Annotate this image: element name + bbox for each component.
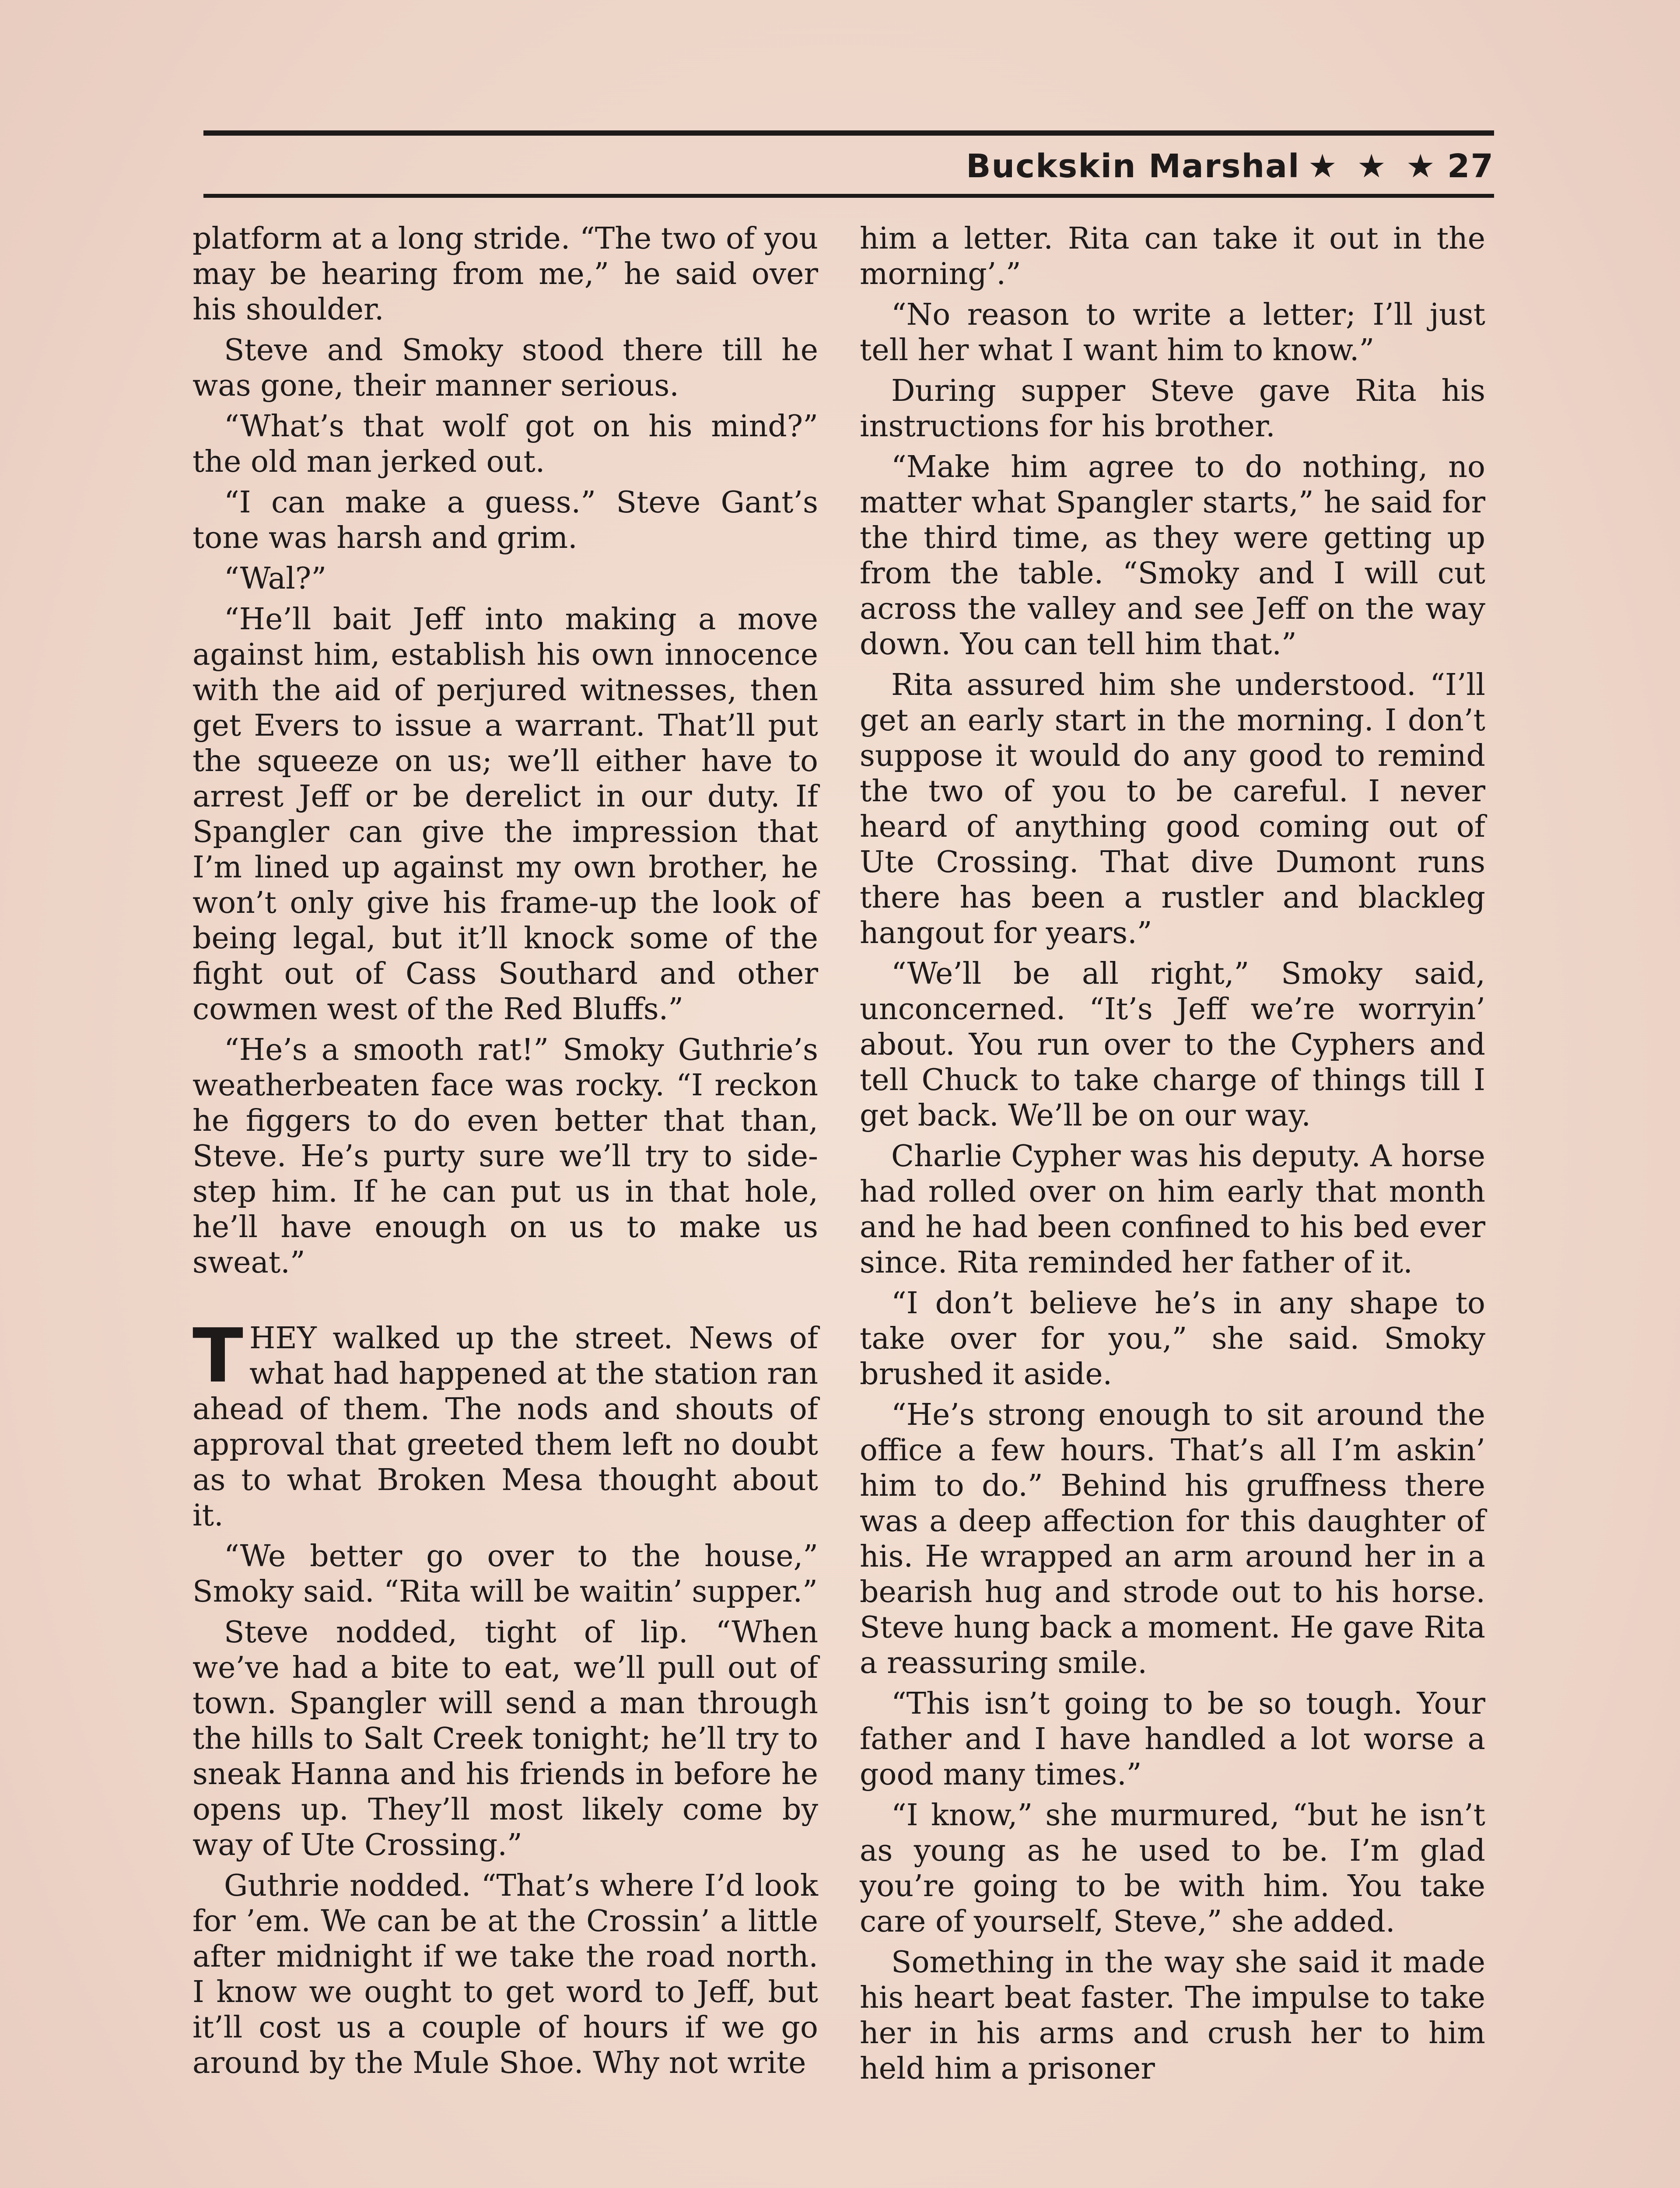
paragraph: “I don’t believe he’s in any shape to take over for you,” she said. Smoky brushed it aside. [860,1286,1485,1392]
running-head-stars: ★ ★ ★ [1308,147,1440,185]
paragraph: “I can make a guess.” Steve Gant’s tone was harsh and grim. [192,485,818,555]
header-rule-bottom [203,194,1494,198]
paragraph: “What’s that wolf got on his mind?” the old man jerked out. [192,409,818,479]
paragraph: “This isn’t going to be so tough. Your father and I have handled a lot worse a good many times.” [860,1687,1485,1792]
paragraph: Charlie Cypher was his deputy. A horse had rolled over on him early that month and he had been confined to his bed ever since. Rita reminded her father of it. [860,1139,1485,1280]
paragraph: Guthrie nodded. “That’s where I’d look for ’em. We can be at the Crossin’ a little after midnight if we take the road north. I know we ought to get word to Jeff, but it’ll cost us a couple of hours if we go around by the Mule Shoe. Why not write [192,1869,818,2080]
drop-cap: T [192,1313,243,1399]
section-lead-paragraph [192,1313,818,1533]
right-column [860,221,1485,2092]
paragraph: “No reason to write a letter; I’ll just tell her what I want him to know.” [860,298,1485,368]
paragraph: “We better go over to the house,” Smoky said. “Rita will be waitin’ supper.” [192,1539,818,1609]
paragraph: “I know,” she murmured, “but he isn’t as young as he used to be. I’m glad you’re going to be with him. You take care of yourself, Steve,” she added. [860,1798,1485,1939]
paragraph: “He’ll bait Jeff into making a move against him, establish his own innocence with the aid of perjured witnesses, then get Evers to issue a warrant. That’ll put the squeeze on us; we’ll either have to arrest Jeff or be derelict in our duty. If Spangler can give the impression that I’m lined up against my own brother, he won’t only give his frame-up the look of being legal, but it’ll knock some of the fight out of Cass Southard and other cowmen west of the Red Bluffs.” [192,602,818,1027]
running-head [966,144,1494,188]
paragraph: “Make him agree to do nothing, no matter what Spangler starts,” he said for the third time, as they were getting up from the table. “Smoky and I will cut across the valley and see Jeff on the way down. You can tell him that.” [860,450,1485,662]
left-column [192,221,818,2086]
paragraph: “He’s a smooth rat!” Smoky Guthrie’s weatherbeaten face was rocky. “I reckon he figgers to do even better that than, Steve. He’s purty sure we’ll try to side-step him. If he can put us in that hole, he’ll have enough on us to make us sweat.” [192,1033,818,1280]
paragraph: Steve and Smoky stood there till he was gone, their manner serious. [192,333,818,403]
paragraph: him a letter. Rita can take it out in the morning’.” [860,221,1485,291]
section-break [192,1286,818,1321]
running-head-title: Buckskin Marshal [966,147,1300,185]
paragraph: platform at a long stride. “The two of you may be hearing from me,” he said over his shoulder. [192,221,818,327]
header-rule-top [203,130,1494,136]
paragraph: “Wal?” [224,561,327,596]
paragraph: “He’s strong enough to sit around the office a few hours. That’s all I’m askin’ him to do.” Behind his gruffness there was a deep affection for this daughter of his. He wrapped an arm around her in a bearish hug and strode out to his horse. Steve hung back a moment. He gave Rita a reassuring smile. [860,1398,1485,1680]
paragraph: During supper Steve gave Rita his instructions for his brother. [860,374,1485,444]
page-number: 27 [1447,147,1494,185]
paragraph: Something in the way she said it made his heart beat faster. The impulse to take her in his arms and crush her to him held him a prisoner [860,1945,1485,2086]
paragraph: Rita assured him she understood. “I’ll get an early start in the morning. I don’t suppose it would do any good to remind the two of you to be careful. I never heard of anything good coming out of Ute Crossing. That dive Dumont runs there has been a rustler and blackleg hangout for years.” [860,668,1485,950]
paragraph: “We’ll be all right,” Smoky said, unconcerned. “It’s Jeff we’re worryin’ about. You run over to the Cyphers and tell Chuck to take charge of things till I get back. We’ll be on our way. [860,957,1485,1133]
paragraph: Steve nodded, tight of lip. “When we’ve had a bite to eat, we’ll pull out of town. Spangler will send a man through the hills to Salt Creek tonight; he’ll try to sneak Hanna and his friends in before he opens up. They’ll most likely come by way of Ute Crossing.” [192,1615,818,1862]
section-lead-text: HEY walked up the street. News of what had happened at the station ran ahead of them. The nods and shouts of approval that greeted them left no doubt as to what Broken Mesa thought about it. [192,1321,818,1533]
